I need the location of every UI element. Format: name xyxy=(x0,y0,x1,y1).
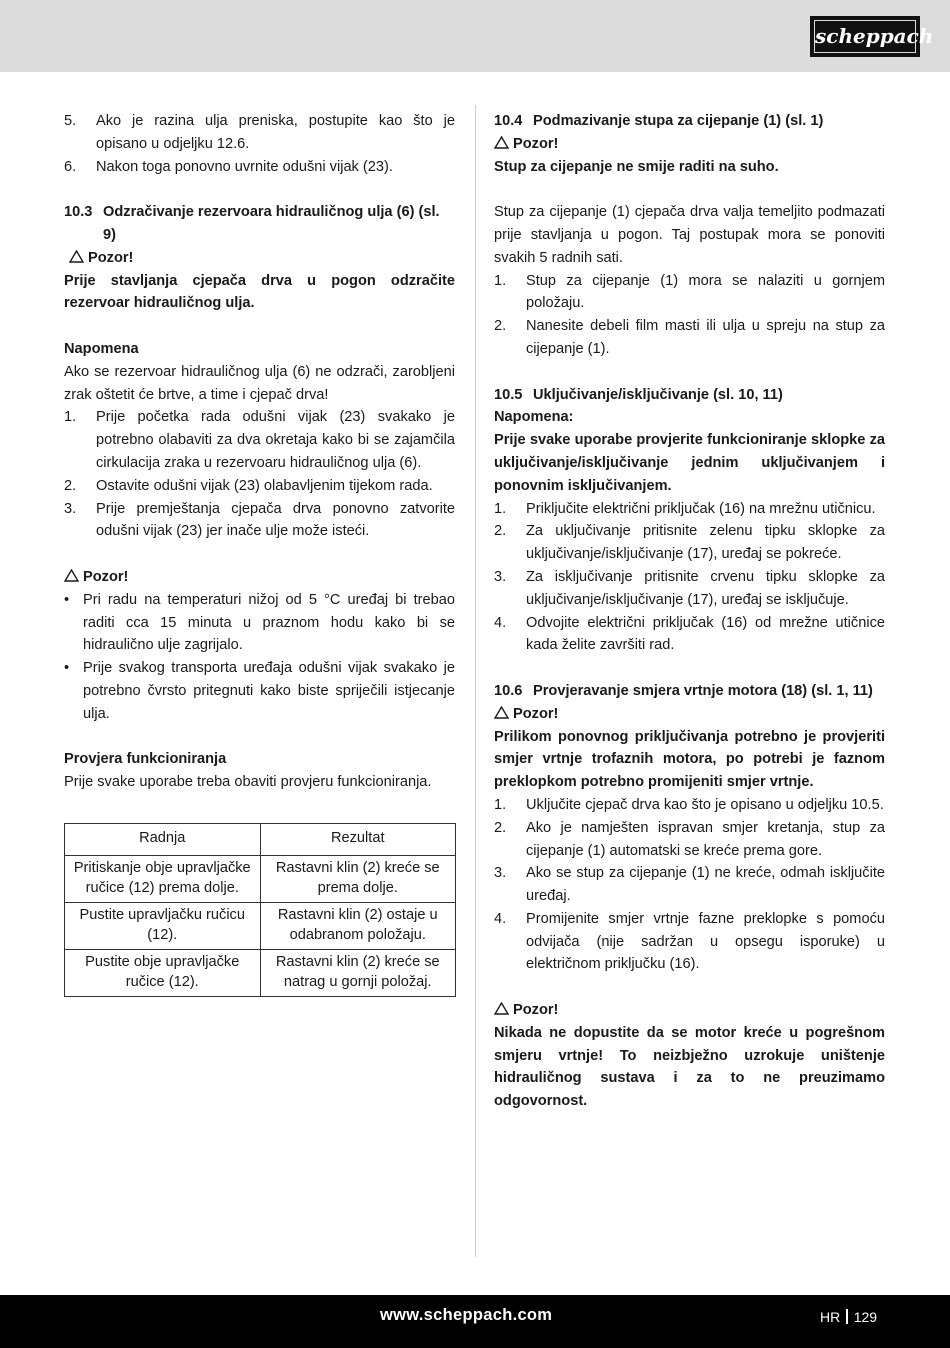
warning-label: Pozor! xyxy=(494,999,885,1022)
function-check-title: Provjera funkcioniranja xyxy=(64,751,227,768)
table-row xyxy=(65,856,456,903)
list-item: 3. Za isključivanje pritisnite crvenu tipku sklopke za uključivanje/isključivanje (17), uređaj se isključuje. xyxy=(494,568,885,608)
table-header: Radnja xyxy=(65,823,261,856)
brand-logo-text: scheppach xyxy=(814,20,916,53)
list-item: 5. Ako je razina ulja preniska, postupite kao što je opisano u odjeljku 12.6. xyxy=(64,113,455,152)
website-link[interactable]: www.scheppach.com xyxy=(380,1306,553,1324)
list-item: 6. Nakon toga ponovno uvrnite odušni vijak (23). xyxy=(64,158,393,175)
warning-label: Pozor! xyxy=(64,247,455,270)
function-check-table xyxy=(64,823,456,998)
page-header xyxy=(0,0,950,72)
left-column xyxy=(64,110,455,997)
section-heading-10-4: 10.4 Podmazivanje stupa za cijepanje (1) (sl. 1) xyxy=(494,113,824,129)
list-item: 1. Stup za cijepanje (1) mora se nalaziti u gornjem položaju. xyxy=(494,272,885,312)
bullet-item: • Pri radu na temperaturi nižoj od 5 °C uređaj bi trebao raditi cca 15 minuta u praznom hodu kako bi se hidraulično ulje zagrijalo. xyxy=(64,591,455,654)
section-heading-10-5: 10.5 Uključivanje/isključivanje (sl. 10, 11) xyxy=(494,386,783,403)
table-cell: Rastavni klin (2) ostaje u odabranom položaju. xyxy=(260,903,456,950)
list-item: 3. Ako se stup za cijepanje (1) ne kreće, odmah isključite uređaj. xyxy=(494,865,885,905)
warning-text: Prilikom ponovnog priključivanja potrebno je provjeriti smjer vrtnje trofaznih motora, po potrebi je faznom preklopkom potrebno promijeniti smjer vrtnje. xyxy=(494,728,885,791)
table-header: Rezultat xyxy=(260,823,456,856)
bullet-item: • Prije svakog transporta uređaja odušni vijak svakako je potrebno čvrsto pritegnuti kako biste spriječili istjecanje ulja. xyxy=(64,660,455,722)
note-text: Ako se rezervoar hidrauličnog ulja (6) ne odzrači, zarobljeni zrak oštetit će brtve, a time i cjepač drva! xyxy=(64,363,455,403)
warning-triangle-icon xyxy=(494,136,509,149)
table-cell: Pritiskanje obje upravljačke ručice (12) prema dolje. xyxy=(65,856,261,903)
list-item: 2. Ostavite odušni vijak (23) olabavljenim tijekom rada. xyxy=(64,477,433,494)
section-heading-10-6: 10.6 Provjeravanje smjera vrtnje motora (18) (sl. 1, 11) xyxy=(494,682,873,699)
section-heading-10-3: 10.3 Odzračivanje rezervoara hidrauličnog ulja (6) (sl. 9) xyxy=(64,204,440,243)
table-cell: Rastavni klin (2) kreće se natrag u gornji položaj. xyxy=(260,950,456,997)
warning-triangle-icon xyxy=(494,1002,509,1015)
warning-label: Pozor! xyxy=(64,566,455,589)
column-divider xyxy=(475,105,476,1257)
list-item: 1. Prije početka rada odušni vijak (23) svakako je potrebno olabaviti za dva okretaja kako bi se zajamčila cirkulacija zraka u rezervoaru hidrauličnog ulja (6). xyxy=(64,409,455,471)
warning-text: Stup za cijepanje ne smije raditi na suho. xyxy=(494,158,779,175)
page-number-value: 129 xyxy=(853,1309,878,1325)
separator xyxy=(846,1309,848,1324)
right-column xyxy=(494,110,885,1113)
list-item: 3. Prije premještanja cjepača drva ponovno zatvorite odušni vijak (23) jer inače ulje može isteći. xyxy=(64,500,455,540)
list-item: 1. Uključite cjepač drva kao što je opisano u odjeljku 10.5. xyxy=(494,796,884,813)
warning-label: Pozor! xyxy=(494,703,885,726)
list-item: 2. Ako je namješten ispravan smjer kretanja, stup za cijepanje (1) automatski se kreće prema gore. xyxy=(494,819,885,859)
brand-logo xyxy=(810,16,934,57)
page-number xyxy=(820,1309,877,1325)
note-title: Napomena xyxy=(64,340,139,357)
list-item: 4. Promijenite smjer vrtnje fazne preklopke s pomoću odvijača (nije sadržan u opsegu isporuke) u električnom priključku (16). xyxy=(494,910,885,973)
list-item: 1. Priključite električni priključak (16) na mrežnu utičnicu. xyxy=(494,500,876,517)
list-item: 2. Nanesite debeli film masti ili ulja u spreju na stup za cijepanje (1). xyxy=(494,318,885,357)
warning-triangle-icon xyxy=(494,706,509,719)
language-code: HR xyxy=(820,1309,841,1325)
function-check-text: Prije svake uporabe treba obaviti provjeru funkcioniranja. xyxy=(64,774,432,791)
table-cell: Rastavni klin (2) kreće se prema dolje. xyxy=(260,856,456,903)
table-row xyxy=(65,950,456,997)
warning-text: Nikada ne dopustite da se motor kreće u pogrešnom smjeru vrtnje! To neizbježno uzrokuje uništenje hidrauličnog sustava i za to ne preuzimamo odgovornost. xyxy=(494,1024,885,1110)
warning-label: Pozor! xyxy=(494,133,885,156)
warning-triangle-icon xyxy=(64,569,79,582)
note-title: Napomena: xyxy=(494,409,574,426)
table-header-row xyxy=(65,823,456,856)
warning-text: Prije stavljanja cjepača drva u pogon odzračite rezervoar hidrauličnog ulja. xyxy=(64,272,455,312)
paragraph: Stup za cijepanje (1) cjepača drva valja temeljito podmazati prije stavljanja u pogon. Taj postupak mora se ponoviti svakih 5 radnih sati. xyxy=(494,204,885,266)
note-text: Prije svake uporabe provjerite funkcioniranje sklopke za uključivanje/isključivanje jednim uključivanjem i ponovnim isključivanjem. xyxy=(494,432,885,494)
list-item: 2. Za uključivanje pritisnite zelenu tipku sklopke za uključivanje/isključivanje (17), uređaj se pokreće. xyxy=(494,523,885,563)
list-item: 4. Odvojite električni priključak (16) od mrežne utičnice kada želite završiti rad. xyxy=(494,614,885,654)
table-cell: Pustite obje upravljačke ručice (12). xyxy=(65,950,261,997)
table-cell: Pustite upravljačku ručicu (12). xyxy=(65,903,261,950)
table-row xyxy=(65,903,456,950)
